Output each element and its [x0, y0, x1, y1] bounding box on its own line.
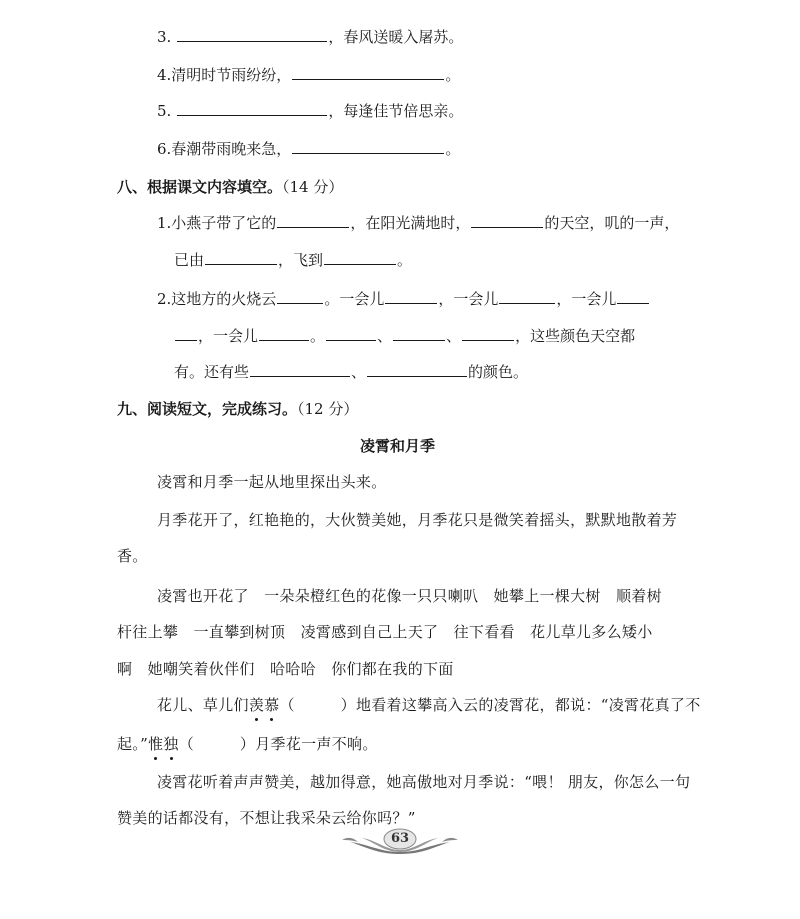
- story-paragraph-1: 凌霄和月季一起从地里探出头来。: [157, 473, 387, 491]
- q8-2-text-9: ，这些颜色天空都: [515, 327, 636, 345]
- poem-6-end: 。: [445, 140, 461, 158]
- q8-1-blank-3: [205, 250, 277, 265]
- dotted-char: 独: [163, 735, 179, 753]
- story-paragraph-3-line-3: 啊 她嘲笑着伙伴们 哈哈哈 你们都在我的下面: [117, 660, 454, 678]
- poem-line-6: [157, 139, 460, 159]
- q8-2-text-8: 、: [446, 327, 462, 345]
- q8-2-text-5: ，一会儿: [198, 327, 259, 345]
- answer-paren: （ ）: [178, 735, 256, 753]
- section-8-score: （14 分）: [282, 178, 344, 196]
- story-paragraph-5-line-2: 赞美的话都没有，不想让我采朵云给你吗？”: [117, 809, 416, 827]
- q8-2-line-a: [157, 289, 650, 309]
- q8-2-blank-8: [462, 326, 514, 341]
- q8-2-blank-4b: [175, 326, 197, 341]
- story-paragraph-2-line-2: 香。: [117, 547, 148, 565]
- p4-text-3: 起。”: [117, 735, 149, 753]
- q8-2-blank-2: [385, 289, 437, 304]
- poem-3-text: ，春风送暖入屠苏。: [328, 28, 464, 46]
- story-paragraph-4-line-1: [157, 695, 701, 715]
- q8-2-blank-4: [617, 289, 649, 304]
- q8-1-blank-2: [471, 213, 543, 228]
- page-footer-ornament: [340, 826, 460, 856]
- q8-1-text-4: 已由: [174, 251, 205, 269]
- p4-text-2: 地看着这攀高入云的凌霄花，都说：“凌霄花真了不: [355, 696, 701, 714]
- q8-2-line-b: [174, 326, 635, 346]
- section-9-score: （12 分）: [297, 400, 359, 418]
- q8-2-line-c: [174, 362, 528, 382]
- q8-2-blank-5: [259, 326, 309, 341]
- dotted-char: 慕: [264, 696, 280, 714]
- q8-2-text-11: 、: [351, 363, 367, 381]
- section-8-title: 八、根据课文内容填空。: [117, 178, 283, 196]
- story-paragraph-5-line-1: 凌霄花听着声声赞美，越加得意，她高傲地对月季说：“喂！ 朋友，你怎么一句: [157, 773, 691, 791]
- section-9-title: 九、阅读短文，完成练习。: [117, 400, 298, 418]
- q8-2-text-4: ，一会儿: [556, 290, 617, 308]
- q8-2-text-2: 。一会儿: [324, 290, 385, 308]
- q8-2-text-12: 的颜色。: [468, 363, 529, 381]
- q8-1-text-2: ，在阳光满地时，: [350, 214, 471, 232]
- story-paragraph-2-line-1: 月季花开了，红艳艳的，大伙赞美她，月季花只是微笑着摇头，默默地散着芳: [157, 511, 678, 529]
- poem-4-text: 4.清明时节雨纷纷，: [157, 66, 292, 84]
- q8-1-blank-1: [277, 213, 349, 228]
- page-number: 63: [390, 831, 410, 846]
- section-8-heading: [117, 177, 343, 197]
- q8-1-text-6: 。: [397, 251, 413, 269]
- p4-text-4: 月季花一声不响。: [255, 735, 378, 753]
- q8-2-text-6: 。: [310, 327, 326, 345]
- poem-3-blank: [177, 27, 327, 42]
- q8-2-blank-1: [277, 289, 323, 304]
- section-9-heading: [117, 399, 358, 419]
- q8-2-blank-7: [393, 326, 445, 341]
- q8-2-blank-10: [367, 362, 467, 377]
- poem-6-text: 6.春潮带雨晚来急，: [157, 140, 292, 158]
- story-paragraph-4-line-2: [117, 734, 378, 754]
- q8-1-line-b: [174, 250, 412, 270]
- poem-4-blank: [292, 65, 444, 80]
- q8-2-text-3: ，一会儿: [438, 290, 499, 308]
- poem-line-5: [157, 101, 463, 121]
- q8-2-blank-9: [250, 362, 350, 377]
- story-paragraph-3-line-1: 凌霄也开花了 一朵朵橙红色的花像一只只喇叭 她攀上一棵大树 顺着树: [157, 587, 662, 605]
- q8-1-text-3: 的天空，叽的一声，: [544, 214, 680, 232]
- q8-1-text-1: 1.小燕子带了它的: [157, 214, 277, 232]
- q8-1-text-5: ，飞到: [278, 251, 324, 269]
- poem-line-4: [157, 65, 460, 85]
- poem-5-blank: [177, 101, 327, 116]
- answer-paren: （ ）: [279, 696, 356, 714]
- story-title: 凌霄和月季: [360, 437, 436, 455]
- p4-text-1: 花儿、草儿们: [157, 696, 249, 714]
- q8-2-text-10: 有。还有些: [174, 363, 250, 381]
- dotted-char: 羡: [248, 696, 265, 714]
- q8-2-text-1: 2.这地方的火烧云: [157, 290, 277, 308]
- q8-1-blank-4: [324, 250, 396, 265]
- poem-3-number: 3.: [157, 28, 172, 46]
- q8-2-text-7: 、: [377, 327, 393, 345]
- poem-6-blank: [292, 139, 444, 154]
- story-paragraph-3-line-2: 杆往上攀 一直攀到树顶 凌霄感到自己上天了 往下看看 花儿草儿多么矮小: [117, 623, 653, 641]
- poem-line-3: [157, 27, 463, 47]
- poem-5-text: ，每逢佳节倍思亲。: [328, 102, 464, 120]
- q8-2-blank-3: [499, 289, 555, 304]
- q8-1-line-a: [157, 213, 679, 233]
- dotted-char: 惟: [148, 735, 164, 753]
- poem-5-number: 5.: [157, 102, 172, 120]
- poem-4-end: 。: [445, 66, 461, 84]
- q8-2-blank-6: [326, 326, 376, 341]
